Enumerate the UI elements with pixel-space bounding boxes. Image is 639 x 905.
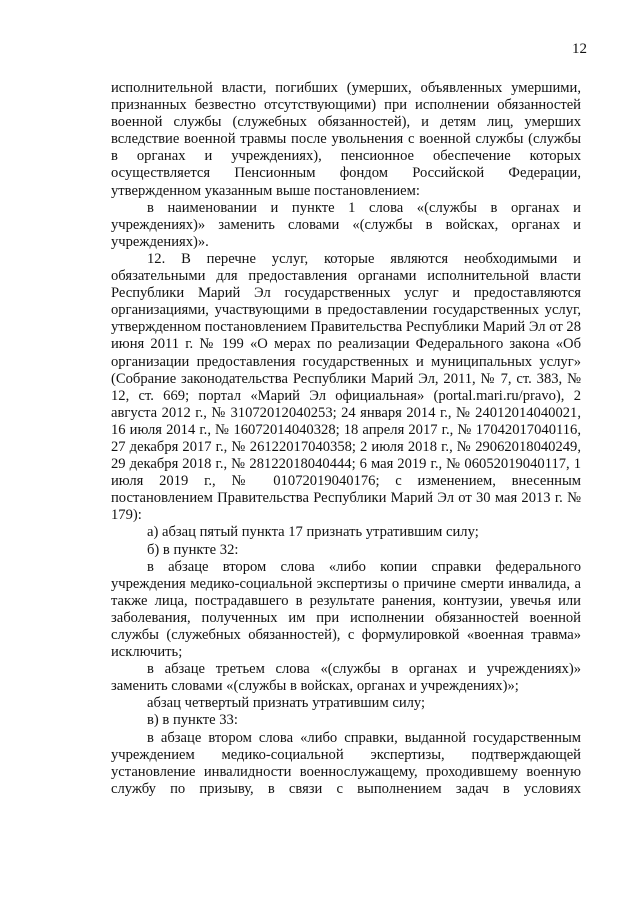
paragraph-subitem-a: а) абзац пятый пункта 17 признать утратившим силу;: [147, 524, 479, 541]
paragraph-point-32-third: в абзаце третьем слова «(службы в органах и учреждениях)» заменить словами «(службы в войсках, органах и учреждениях)»;: [111, 661, 581, 695]
paragraph-point-32-fourth: абзац четвертый признать утратившим силу;: [147, 695, 426, 712]
paragraph-point-32-second: в абзаце втором слова «либо копии справки федерального учреждения медико-социальной экспертизы о причине смерти инвалида, а также лица, пострадавшего в результате ранения, контузии, увечья или заболевания, полученных им при исполнении обязанностей военной службы (служебных обязанностей), с формулировкой «военная травма» исключить;: [111, 558, 581, 661]
page-number: 12: [572, 41, 587, 57]
paragraph-subitem-b: б) в пункте 32:: [147, 541, 239, 558]
paragraph-item-12: 12. В перечне услуг, которые являются необходимыми и обязательными для предоставления органами исполнительной власти Республики Марий Эл государственных услуг и предоставляются организациями, участвующими в предоставлении государственных услуг, утвержденном постановлением Правительства Республики Марий Эл от 28 июня 2011 г. № 199 «О мерах по реализации Федерального закона «Об организации предоставления государственных и муниципальных услуг» (Собрание законодательства Республики Марий Эл, 2011, № 7, ст. 383, № 12, ст. 669; портал «Марий Эл официальная» (portal.mari.ru/pravo), 2 августа 2012 г., № 31072012040253; 24 января 2014 г., № 24012014040021, 16 июля 2014 г., № 16072014040328; 18 апреля 2017 г., № 17042017040116, 27 декабря 2017 г., № 26122017040358; 2 июля 2018 г., № 29062018040249, 29 декабря 2018 г., № 28122018040444; 6 мая 2019 г., № 06052019040117, 1 июля 2019 г., № 01072019040176; с изменением, внесенным постановлением Правительства Республики Марий Эл от 30 мая 2013 г. № 179):: [111, 250, 581, 524]
paragraph-point-33-second: в абзаце втором слова «либо справки, выданной государственным учреждением медико-социальной экспертизы, подтверждающей установление инвалидности военнослужащему, проходившему военную службу по призыву, в связи с выполнением задач в условиях: [111, 729, 581, 797]
paragraph-amendment-title: в наименовании и пункте 1 слова «(службы в органах и учреждениях)» заменить словами «(службы в войсках, органах и учреждениях)».: [111, 199, 581, 250]
paragraph-subitem-v: в) в пункте 33:: [147, 712, 238, 729]
paragraph-continuation: исполнительной власти, погибших (умерших, объявленных умершими, признанных безвестно отсутствующими) при исполнении обязанностей военной службы (служебных обязанностей), и детям лиц, умерших вследствие военной травмы после увольнения с военной службы (службы в органах и учреждениях), пенсионное обеспечение которых осуществляется Пенсионным фондом Российской Федерации, утвержденном указанным выше постановлением:: [111, 80, 581, 199]
document-body: [111, 80, 581, 798]
